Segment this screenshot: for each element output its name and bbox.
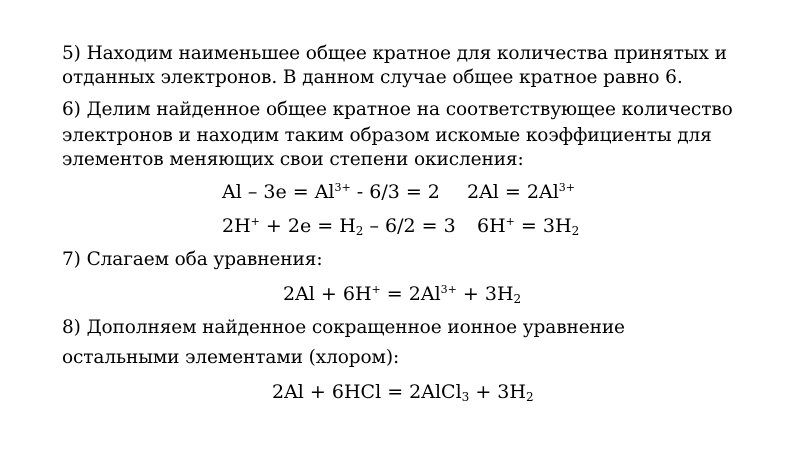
step-7-line-1: 7) Слагаем оба уравнения: (62, 249, 323, 270)
step-5-line-1: 5) Находим наименьшее общее кратное для количества принятых и (62, 43, 727, 64)
eq1-left: Al – 3e = Al (222, 181, 335, 203)
eq2-left: 2H (222, 215, 251, 237)
eq2-mid: + 2e = H (259, 215, 356, 237)
eq1-charge: 3+ (334, 181, 351, 194)
equation-al-coefficient (467, 180, 575, 204)
eq2-sub: 2 (355, 224, 364, 238)
step-8-line-2: остальными элементами (хлором): (62, 347, 400, 368)
equation-summed-ionic (283, 282, 521, 306)
eq2b-right: = 3H (514, 215, 572, 237)
eq3-charge-h: + (371, 283, 381, 296)
eq1b-left: 2Al = 2Al (467, 181, 559, 203)
eq2-charge: + (250, 215, 260, 228)
step-8-line-1: 8) Дополняем найденное сокращенное ионное уравнение (62, 317, 625, 338)
eq2b-left: 6H (477, 215, 506, 237)
eq3-p2: = 2Al (380, 283, 441, 305)
equation-molecular (272, 380, 534, 404)
eq3-p3: + 3H (456, 283, 514, 305)
equation-h-reduction (222, 214, 456, 238)
eq2b-charge: + (505, 215, 515, 228)
eq4-sub-h: 2 (525, 390, 534, 404)
step-6-line-2: электронов и находим таким образом искомые коэффициенты для (62, 125, 712, 146)
step-6-line-3: элементов меняющих свои степени окисления: (62, 149, 524, 170)
eq2b-sub: 2 (571, 224, 580, 238)
eq1b-charge: 3+ (558, 181, 575, 194)
eq4-p1: 2Al + 6HCl = 2AlCl (272, 381, 462, 403)
step-6-line-1: 6) Делим найденное общее кратное на соответствующее количество (62, 99, 733, 120)
equation-h-coefficient (477, 214, 579, 238)
eq3-charge-al: 3+ (440, 283, 457, 296)
eq4-p2: + 3H (469, 381, 526, 403)
step-5-line-2: отданных электронов. В данном случае общее кратное равно 6. (62, 67, 683, 88)
eq3-p1: 2Al + 6H (283, 283, 372, 305)
eq3-sub: 2 (513, 292, 522, 306)
equation-al-oxidation (222, 180, 440, 204)
eq4-sub-cl: 3 (461, 390, 470, 404)
eq2-ratio: – 6/2 = 3 (363, 215, 456, 237)
eq1-ratio: - 6/3 = 2 (350, 181, 440, 203)
